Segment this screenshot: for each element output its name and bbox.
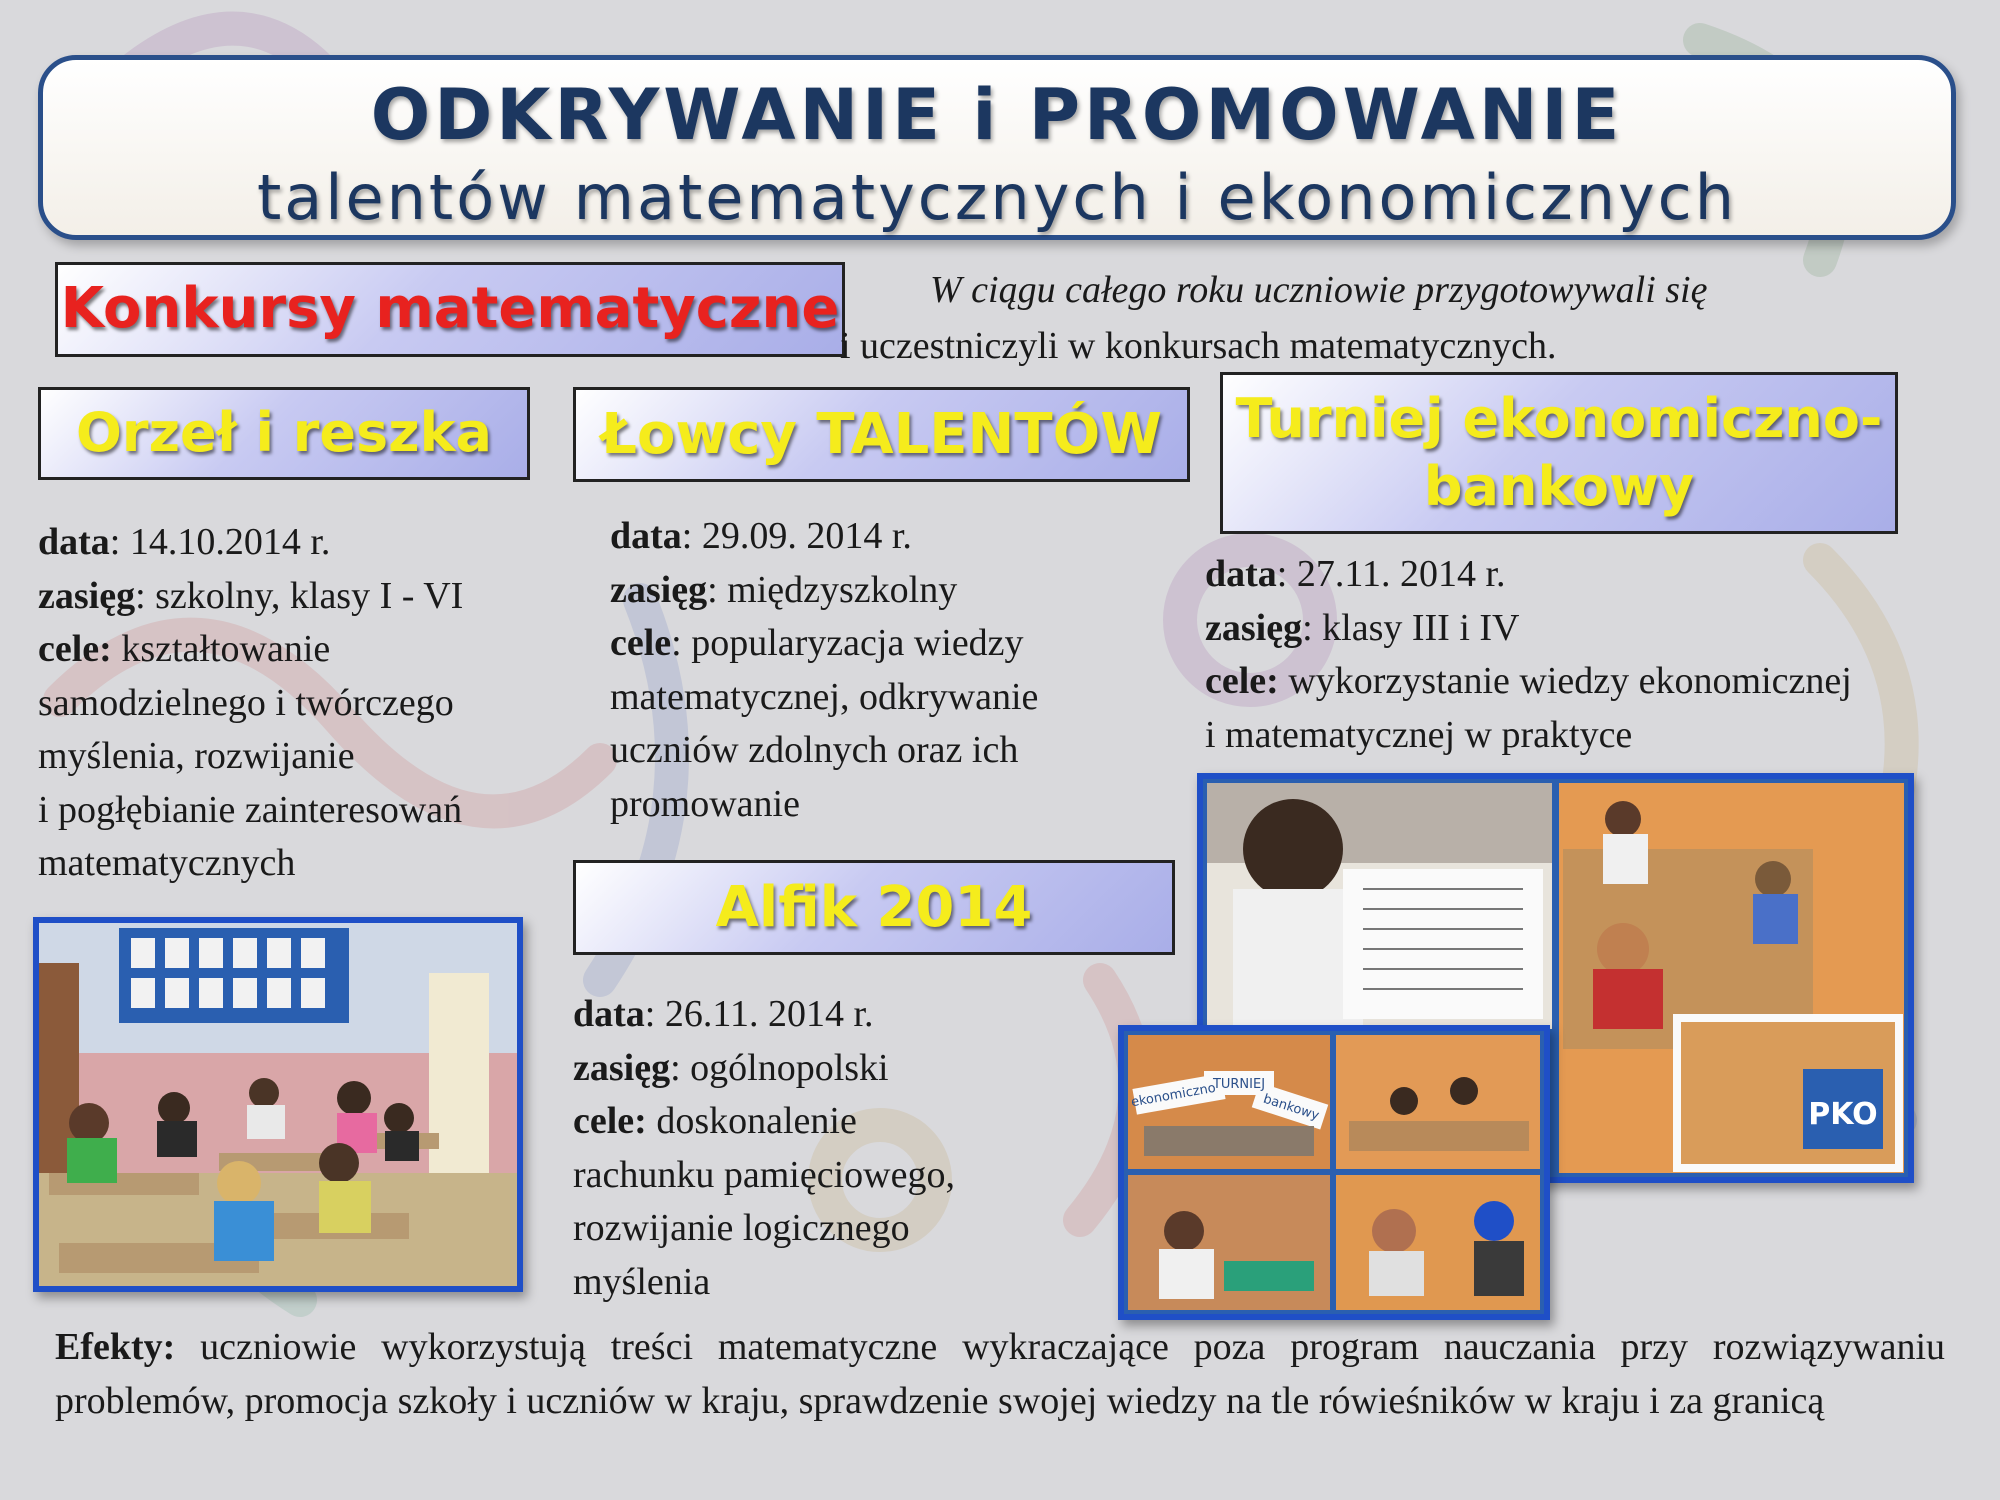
info-goals-row: cele: doskonalenie: [573, 1100, 857, 1142]
sign-bankowy: bankowy: [1261, 1091, 1321, 1124]
section-heading-box: [55, 262, 845, 357]
sign-turniej: TURNIEJ: [1212, 1077, 1266, 1092]
intro-line-2: i uczestniczyli w konkursach matematycznych.: [840, 325, 1557, 367]
contest-info-alfik: data: 26.11. 2014 r. zasięg: ogólnopolski cele: doskonalenie rachunku pamięciowego, rozwijanie logicznego myślenia: [573, 988, 1133, 1309]
info-date-row: data: 26.11. 2014 r.: [573, 993, 874, 1035]
effects-text: uczniowie wykorzystują treści matematyczne wykraczające poza program nauczania przy rozwiązywaniu problemów, promocja szkoły i uczniów w kraju, sprawdzenie swojej wiedzy na tle rówieśników w kraju i za granicą: [55, 1326, 1945, 1422]
effects-paragraph: [55, 1320, 1945, 1428]
classroom-photo-illustration: [39, 923, 517, 1286]
info-scope-row: zasięg: ogólnopolski: [573, 1046, 889, 1089]
pko-logo: PKO: [1808, 1097, 1878, 1132]
title-banner: [38, 55, 1956, 240]
collage-illustration: [1124, 1031, 1544, 1314]
sign-ekonomiczno: ekonomiczno: [1129, 1080, 1217, 1111]
contest-heading-box-alfik: [573, 860, 1175, 955]
contest-info-orzel: data: 14.10.2014 r. zasięg: szkolny, klasy I - VI cele: kształtowanie samodzielnego i twórczego myślenia, rozwijanie i pogłębianie zainteresowań matematycznych: [38, 516, 558, 891]
intro-text: [840, 262, 1960, 374]
info-scope-row: zasięg: szkolny, klasy I - VI: [38, 574, 464, 617]
info-goals-row: cele: wykorzystanie wiedzy ekonomicznej: [1205, 660, 1852, 702]
info-goals-row: cele: popularyzacja wiedzy: [610, 622, 1024, 664]
info-scope-row: zasięg: klasy III i IV: [1205, 606, 1520, 649]
contest-info-lowcy: data: 29.09. 2014 r. zasięg: międzyszkolny cele: popularyzacja wiedzy matematycznej, odkrywanie uczniów zdolnych oraz ich promowanie: [610, 510, 1170, 831]
contest-title-turniej-line1: Turniej ekonomiczno-: [1235, 387, 1883, 450]
section-heading: Konkursy matematyczne: [60, 276, 840, 341]
page-subtitle: talentów matematycznych i ekonomicznych: [256, 161, 1738, 234]
info-date-row: data: 27.11. 2014 r.: [1205, 553, 1506, 595]
contest-title-orzel: Orzeł i reszka: [76, 401, 492, 464]
info-scope-row: zasięg: międzyszkolny: [610, 568, 958, 611]
contest-heading-box-lowcy: [573, 387, 1190, 482]
effects-label: Efekty:: [55, 1326, 176, 1368]
info-date-row: data: 29.09. 2014 r.: [610, 515, 912, 557]
intro-line-1: W ciągu całego roku uczniowie przygotowywali się: [930, 269, 1708, 311]
info-date-row: data: 14.10.2014 r.: [38, 521, 331, 563]
contest-info-turniej: data: 27.11. 2014 r. zasięg: klasy III i IV cele: wykorzystanie wiedzy ekonomicznej i matematycznej w praktyce: [1205, 548, 1985, 762]
contest-heading-box-turniej: [1220, 372, 1898, 534]
info-goals-row: cele: kształtowanie: [38, 628, 331, 670]
contest-title-turniej-line2: bankowy: [1423, 455, 1695, 518]
contest-heading-box-orzel: [38, 387, 530, 480]
tournament-photo-collage: [1118, 1025, 1550, 1320]
page-title: ODKRYWANIE i PROMOWANIE: [370, 74, 1624, 156]
contest-title-alfik: Alfik 2014: [715, 875, 1033, 940]
classroom-photo: [33, 917, 523, 1292]
contest-title-lowcy: Łowcy TALENTÓW: [601, 402, 1162, 467]
